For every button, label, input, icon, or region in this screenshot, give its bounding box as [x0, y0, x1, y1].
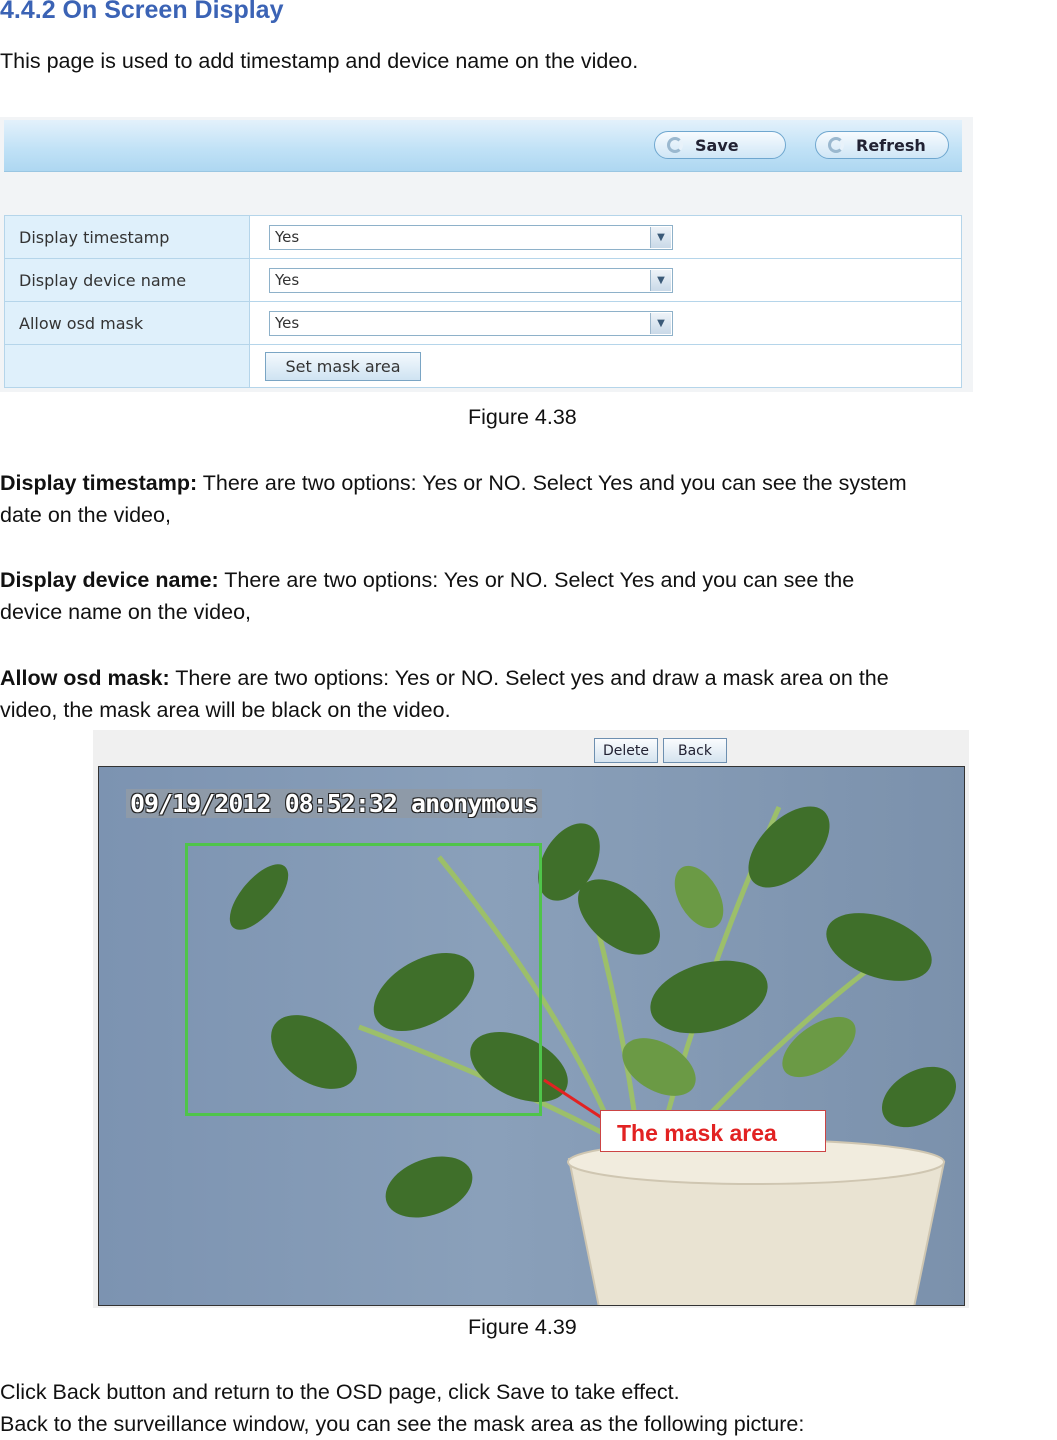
set-mask-area-button[interactable]: Set mask area [265, 352, 421, 381]
desc-display-timestamp: Display timestamp: There are two options: Yes or NO. Select Yes and you can see the system date on the video, [0, 471, 907, 527]
toolbar [4, 120, 962, 172]
save-button-label: Save [695, 135, 739, 155]
figure-38-caption: Figure 4.38 [468, 405, 577, 429]
table-row [5, 216, 962, 259]
display-device-name-select[interactable] [269, 268, 673, 293]
osd-settings-table [4, 215, 962, 388]
desc-allow-osd-mask: Allow osd mask: There are two options: Yes or NO. Select yes and draw a mask area on the video, the mask area will be black on the video. [0, 666, 889, 722]
video-view[interactable] [98, 766, 965, 1306]
chevron-down-icon[interactable]: ▼ [650, 270, 671, 291]
osd-timestamp-overlay: 09/19/2012 08:52:32 anonymous [126, 789, 542, 818]
delete-button[interactable]: Delete [594, 738, 658, 763]
mask-area-editor [93, 730, 969, 1308]
allow-osd-mask-label: Allow osd mask [5, 302, 250, 345]
table-row [5, 345, 962, 388]
desc-display-device-name: Display device name: There are two options: Yes or NO. Select Yes and you can see the device name on the video, [0, 568, 855, 624]
footer-line-1: Click Back button and return to the OSD page, click Save to take effect. [0, 1380, 680, 1404]
display-device-name-label: Display device name [5, 259, 250, 302]
section-heading: 4.4.2 On Screen Display [0, 0, 284, 24]
refresh-circle-icon [667, 137, 683, 153]
footer-line-2: Back to the surveillance window, you can see the mask area as the following picture: [0, 1412, 805, 1436]
table-row [5, 259, 962, 302]
refresh-button[interactable] [815, 131, 949, 159]
osd-settings-panel [0, 117, 973, 392]
refresh-circle-icon [828, 137, 844, 153]
allow-osd-mask-value: Yes [275, 314, 300, 332]
mask-area-annotation: The mask area [600, 1110, 826, 1152]
back-button[interactable]: Back [663, 738, 727, 763]
desc-term: Display device name: [0, 568, 219, 592]
chevron-down-icon[interactable]: ▼ [650, 313, 671, 334]
figure-39-caption: Figure 4.39 [468, 1315, 577, 1339]
mask-area-rectangle[interactable] [185, 843, 542, 1116]
save-button[interactable] [654, 131, 786, 159]
display-timestamp-label: Display timestamp [5, 216, 250, 259]
display-timestamp-value: Yes [275, 228, 300, 246]
display-device-name-value: Yes [275, 271, 300, 289]
display-timestamp-select[interactable] [269, 225, 673, 250]
chevron-down-icon[interactable]: ▼ [650, 227, 671, 248]
desc-term: Display timestamp: [0, 471, 198, 495]
desc-term: Allow osd mask: [0, 666, 170, 690]
refresh-button-label: Refresh [856, 135, 926, 155]
allow-osd-mask-select[interactable] [269, 311, 673, 336]
table-row [5, 302, 962, 345]
intro-text: This page is used to add timestamp and device name on the video. [0, 49, 639, 73]
